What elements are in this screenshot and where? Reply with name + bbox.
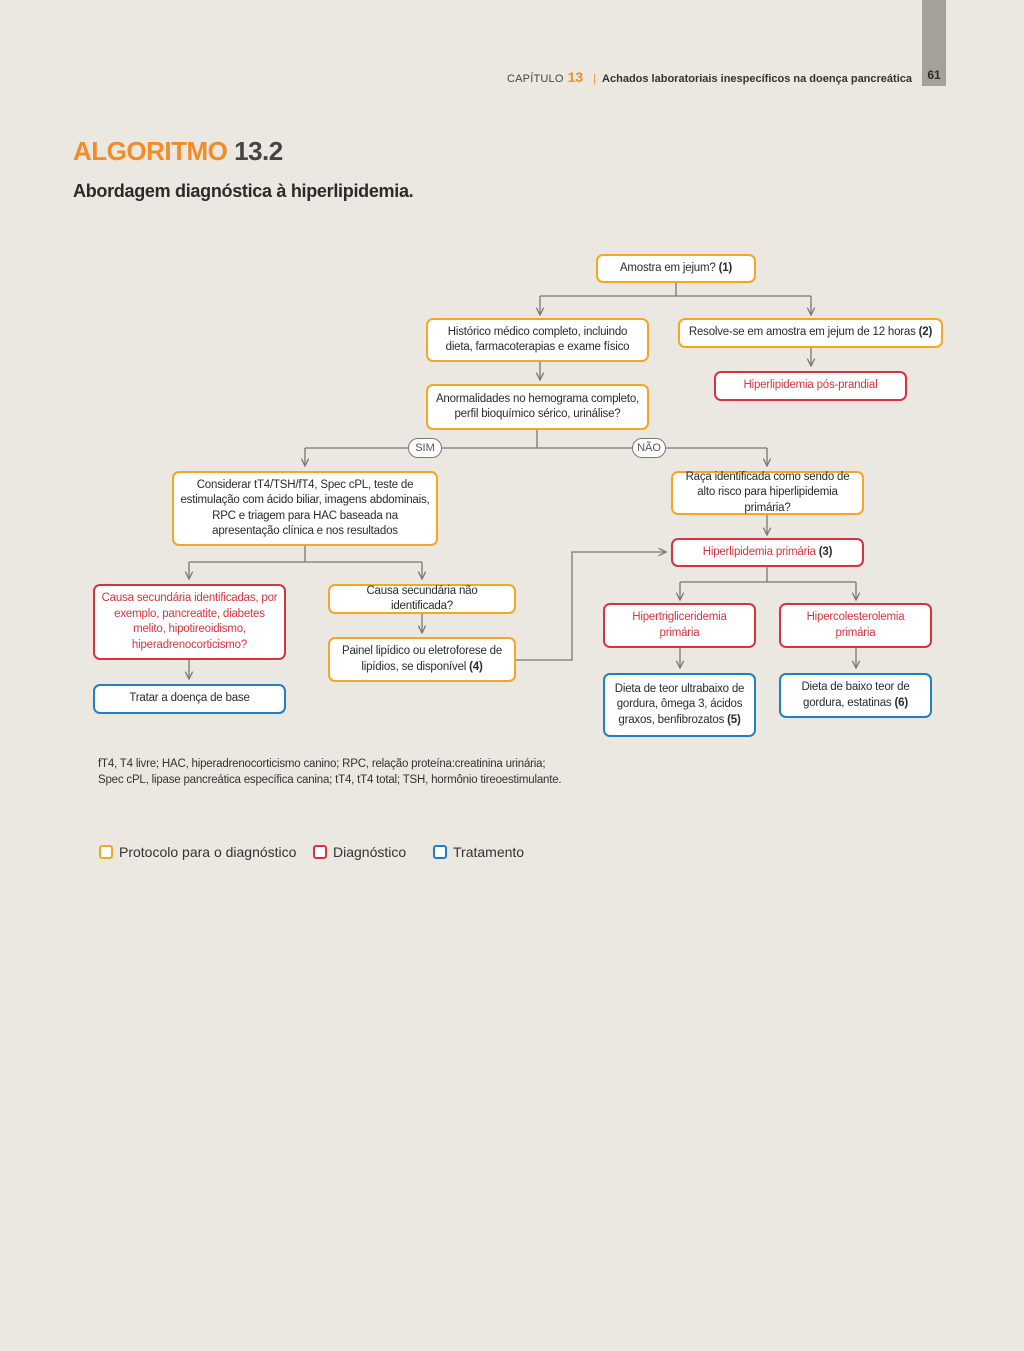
node-treat: Tratar a doença de base (93, 684, 286, 714)
node-fasting-ref: (1) (718, 261, 733, 274)
node-resolves (678, 318, 943, 348)
legend-diagnosis (313, 844, 406, 860)
footnote-line-2: Spec cPL, lipase pancreática específica canina; tT4, tT4 total; TSH, hormônio tireoestimulante. (98, 774, 562, 786)
footnote (98, 756, 561, 788)
node-breed: Raça identificada como sendo de alto risco para hiperlipidemia primária? (671, 471, 864, 515)
page-number: 61 (927, 68, 941, 82)
node-lipid-panel (328, 637, 516, 682)
node-consider: Considerar tT4/TSH/fT4, Spec cPL, teste de estimulação com ácido biliar, imagens abdominais, RPC e triagem para HAC baseada na apresentação clínica e nos resultados (172, 471, 438, 546)
node-diet-low-text: Dieta de baixo teor de gordura, estatinas (801, 681, 910, 709)
header-separator: | (593, 73, 597, 85)
legend-treatment-label: Tratamento (453, 844, 525, 860)
algorithm-word: ALGORITMO (73, 136, 228, 166)
node-fasting (596, 254, 756, 283)
footnote-line-1: fT4, T4 livre; HAC, hiperadrenocorticismo canino; RPC, relação proteína:creatinina urinária; (98, 758, 546, 770)
legend-diagnosis-label: Diagnóstico (333, 844, 407, 860)
node-fasting-text: Amostra em jejum? (619, 261, 716, 274)
legend-protocol-label: Protocolo para o diagnóstico (119, 844, 297, 860)
node-primary-ref: (3) (818, 545, 833, 558)
node-primary-text: Hiperlipidemia primária (702, 545, 816, 558)
chapter-number: 13 (567, 69, 584, 85)
connector-primary (680, 567, 856, 582)
node-abnormal: Anormalidades no hemograma completo, perfil bioquímico sérico, urinálise? (426, 384, 649, 430)
label-yes: SIM (408, 438, 442, 458)
chapter-word: CAPÍTULO (506, 73, 564, 85)
chapter-title: Achados laboratoriais inespecíficos na doença pancreática (602, 73, 912, 85)
node-hypertrig: Hipertrigliceridemia primária (603, 603, 756, 648)
legend-treatment (433, 844, 524, 860)
node-diet-low-ref: (6) (894, 696, 908, 709)
connector-consider (189, 546, 422, 562)
node-diet-low (779, 673, 932, 718)
node-resolves-ref: (2) (918, 326, 933, 339)
node-resolves-text: Resolve-se em amostra em jejum de 12 horas (688, 326, 916, 339)
connector-abnormal (305, 430, 767, 448)
legend-treatment-swatch (433, 845, 447, 859)
legend-diagnosis-swatch (313, 845, 327, 859)
node-hyperchol: Hipercolesterolemia primária (779, 603, 932, 648)
legend-protocol (99, 844, 296, 860)
node-secondary-found: Causa secundária identificadas, por exemplo, pancreatite, diabetes melito, hipotireoidismo, hiperadrenocorticismo? (93, 584, 286, 660)
algorithm-subtitle: Abordagem diagnóstica à hiperlipidemia. (73, 181, 414, 201)
algorithm-number: 13.2 (234, 136, 283, 166)
label-no: NÃO (632, 438, 666, 458)
node-diet-ultra (603, 673, 756, 737)
node-secondary-not-found: Causa secundária não identificada? (328, 584, 516, 614)
legend-protocol-swatch (99, 845, 113, 859)
node-diet-ultra-text: Dieta de teor ultrabaixo de gordura, ômega 3, ácidos graxos, benfibrozatos (614, 682, 745, 726)
node-postprandial: Hiperlipidemia pós-prandial (714, 371, 907, 401)
node-history: Histórico médico completo, incluindo dieta, farmacoterapias e exame físico (426, 318, 649, 362)
connector-fasting (540, 282, 811, 296)
node-diet-ultra-ref: (5) (727, 713, 741, 726)
node-lipid-panel-text: Painel lipídico ou eletroforese de lipídios, se disponível (341, 645, 503, 673)
node-lipid-panel-ref: (4) (469, 660, 483, 673)
node-primary (671, 538, 864, 567)
